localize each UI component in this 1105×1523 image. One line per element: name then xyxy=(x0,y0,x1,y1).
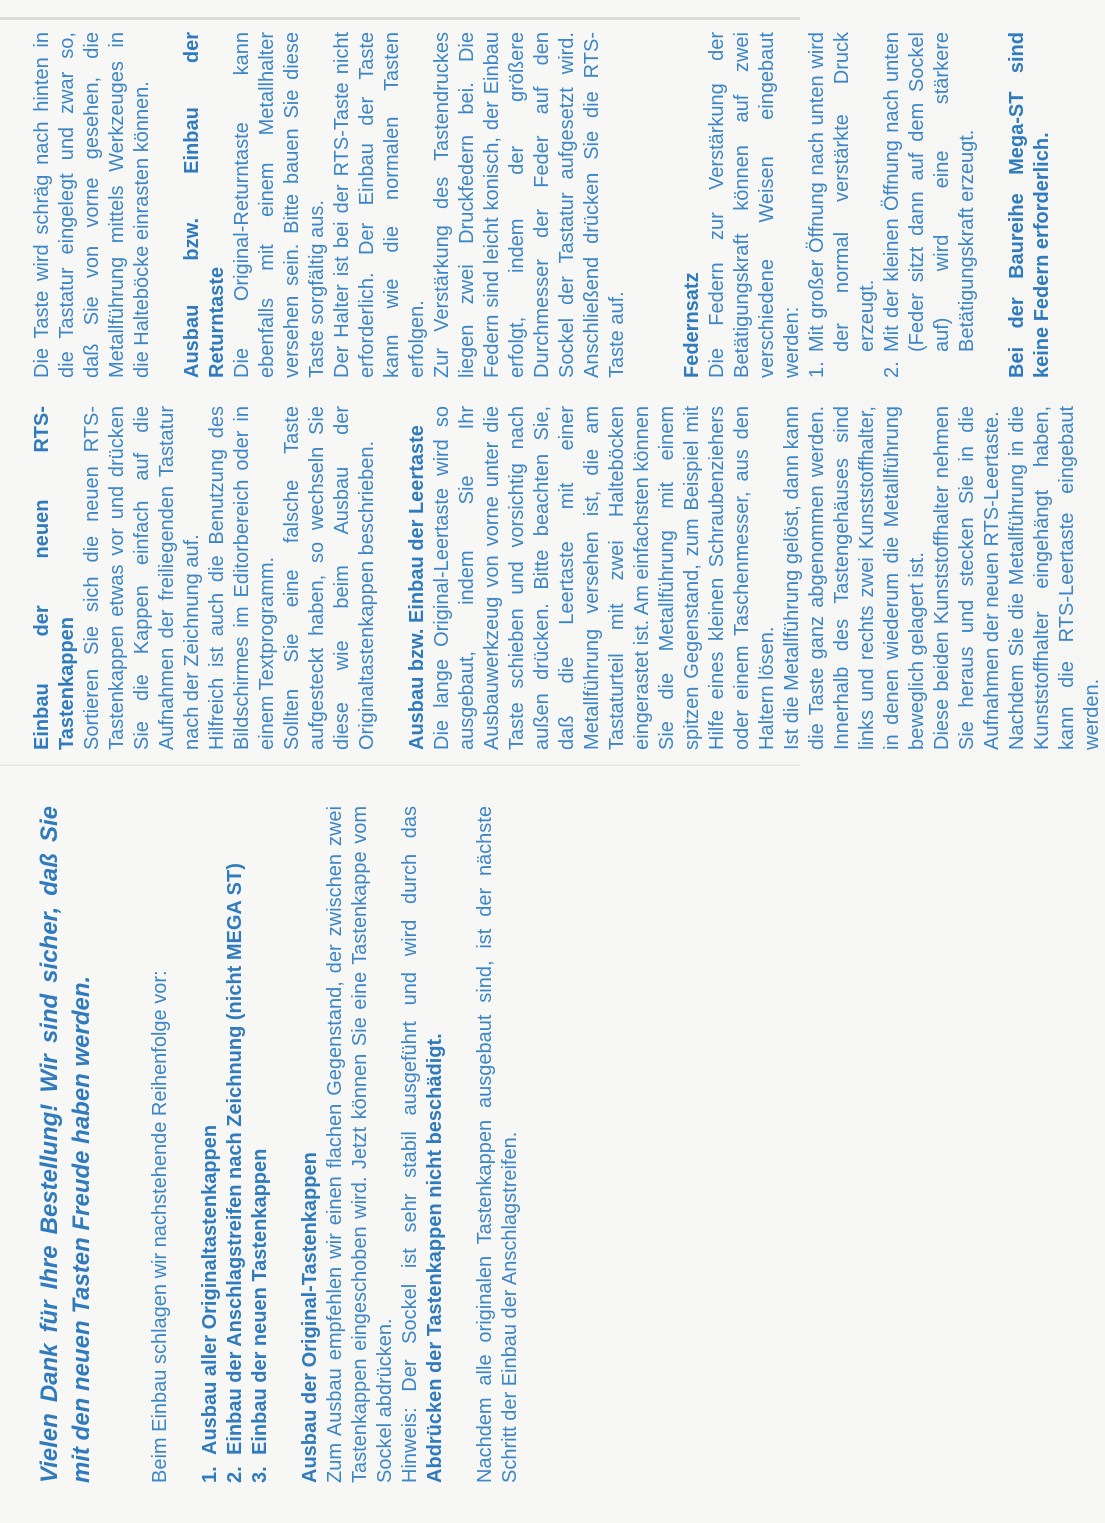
paragraph: Hilfreich ist auch die Benutzung des Bildschirmes im Editorbereich oder in einem Textprogramm. xyxy=(206,406,278,750)
paragraph: Die Taste wird schräg nach hinten in die Tastatur eingelegt und zwar so, daß Sie von vorne gesehen, die Metallführung mittels Werkzeuges in die Halteböcke einrasten können. xyxy=(31,32,153,378)
section-text: Zum Ausbau empfehlen wir einen flachen Gegenstand, der zwischen zwei Tastenkappen eingeschoben wird. Jetzt können Sie eine Tastenkappe vom Sockel abdrücken. xyxy=(324,806,396,1483)
section-heading: Ausbau bzw. Einbau der Leertaste xyxy=(406,425,428,750)
paragraph: Der Halter ist bei der RTS-Taste nicht erforderlich. Der Einbau der Taste kann wie die normalen Tasten erfolgen. xyxy=(331,32,428,378)
panel-intro xyxy=(0,766,800,1523)
steps-list xyxy=(198,806,273,1483)
paragraph: Ist die Metallführung gelöst, dann kann die Taste ganz abgenommen werden. Innerhalb des Tastengehäuses sind links und rechts zwei Kunststoffhalter, in denen wiederum die Metallführung beweglich gelagert ist. xyxy=(781,406,928,750)
list-item: 2. Mit der kleinen Öffnung nach unten (Feder sitzt dann auf dem Sockel auf) wird eine stärkere Betätigungskraft erzeugt. xyxy=(881,32,978,378)
final-note: Bei der Baureihe Mega-ST sind keine Federn erforderlich. xyxy=(1006,32,1053,378)
paragraph: Die Federn zur Verstärkung der Betätigungskraft können auf zwei verschiedene Weisen eingebaut werden: xyxy=(706,32,803,378)
section-heading: Einbau der neuen RTS-Tastenkappen xyxy=(31,406,78,750)
panel-return-key xyxy=(0,20,1053,394)
panel-keycaps xyxy=(0,394,1103,766)
section-heading: Federnsatz xyxy=(681,272,703,378)
list-item: 1. Ausbau aller Originaltastenkappen xyxy=(199,1124,221,1483)
closing-text: Nachdem alle originalen Tastenkappen ausgebaut sind, ist der nächste Schritt der Einbau der Anschlagstreifen. xyxy=(474,806,521,1483)
section-heading: Ausbau der Original-Tastenkappen xyxy=(299,1152,321,1483)
paragraph: Die Original-Returntaste kann ebenfalls mit einem Metallhalter versehen sein. Bitte bauen Sie diese Taste sorgfältig aus. xyxy=(231,32,328,378)
list-item: 1. Mit großer Öffnung nach unten wird der normal verstärkte Druck erzeugt. xyxy=(806,32,878,378)
paragraph: Sollten Sie eine falsche Taste aufgesteckt haben, so wechseln Sie diese wie beim Ausbau der Originaltastenkappen beschrieben. xyxy=(281,406,378,750)
spring-list xyxy=(805,32,980,378)
list-item: 2. Einbau der Anschlagstreifen nach Zeichnung (nicht MEGA ST) xyxy=(224,863,246,1483)
paragraph: Diese beiden Kunststoffhalter nehmen Sie heraus und stecken Sie in die Aufnahmen der neuen RTS-Leertaste. xyxy=(931,406,1003,750)
section-heading: Ausbau bzw. Einbau der Returntaste xyxy=(181,32,228,378)
lead-text: Beim Einbau schlagen wir nachstehende Reihenfolge vor: xyxy=(149,970,171,1483)
paragraph: Nachdem Sie die Metallführung in die Kunststoffhalter eingehängt haben, kann die RTS-Leertaste eingebaut werden. xyxy=(1006,406,1103,750)
paragraph: Zur Verstärkung des Tastendruckes liegen zwei Druckfedern bei. Die Federn sind leicht konisch, der Einbau erfolgt, indem der größere Durchmesser der Feder auf den Sockel der Tastatur aufgesetzt wird. Anschließend drücken Sie die RTS-Taste auf. xyxy=(431,32,628,378)
paragraph: Die lange Original-Leertaste wird so ausgebaut, indem Sie Ihr Ausbauwerkzeug von vorne unter die Taste schieben und vorsichtig nach außen drücken. Bitte beachten Sie, daß die Leertaste mit einer Metallführung versehen ist, die am Tastaturteil mit zwei Halteböcken eingerastet ist. Am einfachsten können Sie die Metallführung mit einem spitzen Gegenstand, zum Beispiel mit Hilfe eines kleinen Schraubenziehers oder einem Taschenmesser, aus den Haltern lösen. xyxy=(431,406,778,750)
paragraph: Sortieren Sie sich die neuen RTS-Tastenkappen etwas vor und drücken Sie die Kappen einfach auf die Aufnahmen der freiliegenden Tastatur nach der Zeichnung auf. xyxy=(81,406,203,750)
intro-text: Vielen Dank für Ihre Bestellung! Wir sind sicher, daß Sie mit den neuen Tasten Freude haben werden. xyxy=(36,806,95,1483)
hint-text: Hinweis: Der Sockel ist sehr stabil ausgeführt und wird durch das Abdrücken der Tastenkappen nicht beschädigt. xyxy=(399,806,446,1483)
list-item: 3. Einbau der neuen Tastenkappen xyxy=(249,1148,271,1483)
